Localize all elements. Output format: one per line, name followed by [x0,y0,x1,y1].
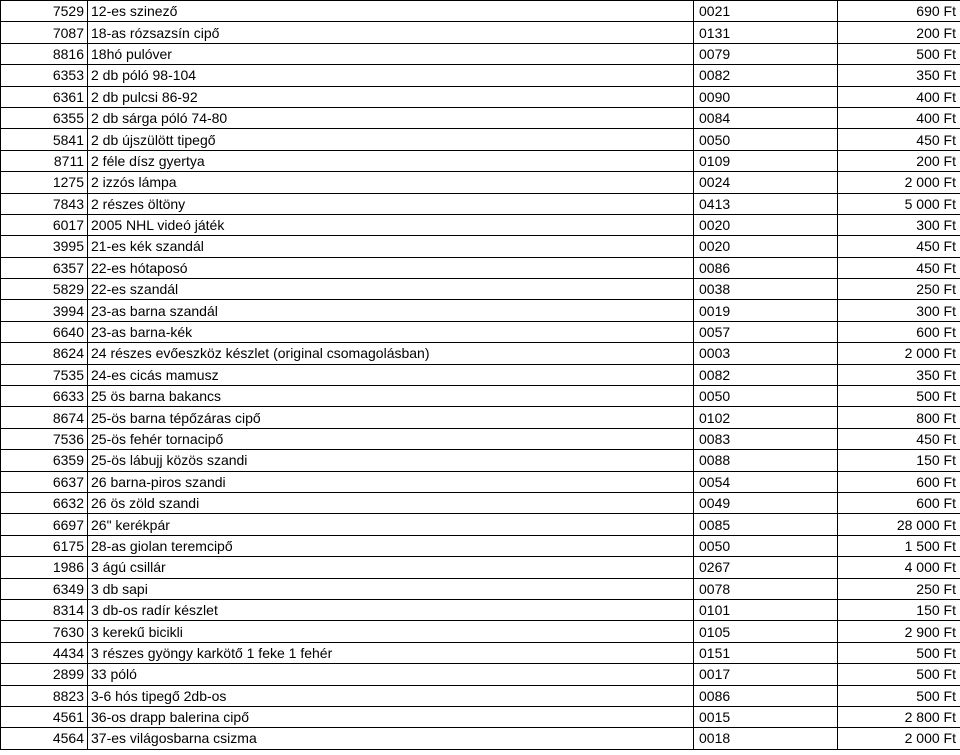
table-row [1,1,960,22]
item-id-cell: 6355 [1,107,88,128]
item-name-cell: 2 db pulcsi 86-92 [88,86,694,107]
item-id-cell: 6633 [1,386,88,407]
item-code-cell: 0020 [694,214,838,235]
item-code-cell: 0079 [694,43,838,64]
item-id-cell: 8314 [1,599,88,620]
item-id-cell: 2899 [1,664,88,685]
item-code-cell: 0050 [694,129,838,150]
table-row [1,407,960,428]
item-price-cell: 2 000 Ft [838,728,960,749]
item-id-cell: 7087 [1,22,88,43]
item-id-cell: 4434 [1,642,88,663]
item-price-cell: 2 800 Ft [838,706,960,727]
item-code-cell: 0020 [694,236,838,257]
item-name-cell: 2 részes öltöny [88,193,694,214]
item-code-cell: 0086 [694,685,838,706]
table-row [1,386,960,407]
item-price-cell: 800 Ft [838,407,960,428]
table-row [1,642,960,663]
item-name-cell: 22-es szandál [88,279,694,300]
table-row [1,300,960,321]
table-row [1,279,960,300]
table-row [1,107,960,128]
table-row [1,343,960,364]
item-price-cell: 28 000 Ft [838,514,960,535]
item-name-cell: 3 db-os radír készlet [88,599,694,620]
item-code-cell: 0084 [694,107,838,128]
item-name-cell: 21-es kék szandál [88,236,694,257]
price-list-body [1,1,960,750]
item-id-cell: 8711 [1,150,88,171]
item-price-cell: 150 Ft [838,450,960,471]
item-code-cell: 0102 [694,407,838,428]
item-price-cell: 1 500 Ft [838,535,960,556]
item-id-cell: 3994 [1,300,88,321]
item-name-cell: 12-es szinező [88,1,694,22]
item-code-cell: 0131 [694,22,838,43]
table-row [1,664,960,685]
item-code-cell: 0085 [694,514,838,535]
item-id-cell: 6357 [1,257,88,278]
item-code-cell: 0057 [694,321,838,342]
item-price-cell: 500 Ft [838,43,960,64]
item-code-cell: 0078 [694,578,838,599]
table-row [1,150,960,171]
item-name-cell: 22-es hótaposó [88,257,694,278]
item-price-cell: 250 Ft [838,279,960,300]
item-price-cell: 500 Ft [838,685,960,706]
table-row [1,557,960,578]
item-id-cell: 8674 [1,407,88,428]
item-price-cell: 2 000 Ft [838,172,960,193]
item-code-cell: 0105 [694,621,838,642]
table-row [1,129,960,150]
item-price-cell: 350 Ft [838,65,960,86]
table-row [1,193,960,214]
item-price-cell: 450 Ft [838,257,960,278]
table-row [1,172,960,193]
item-id-cell: 6017 [1,214,88,235]
item-name-cell: 2 izzós lámpa [88,172,694,193]
table-row [1,257,960,278]
table-row [1,728,960,749]
table-row [1,428,960,449]
item-name-cell: 25 ös barna bakancs [88,386,694,407]
item-price-cell: 250 Ft [838,578,960,599]
item-name-cell: 25-ös lábujj közös szandi [88,450,694,471]
item-code-cell: 0015 [694,706,838,727]
item-name-cell: 2005 NHL videó játék [88,214,694,235]
item-code-cell: 0082 [694,364,838,385]
item-name-cell: 24 részes evőeszköz készlet (original csomagolásban) [88,343,694,364]
item-price-cell: 400 Ft [838,86,960,107]
item-name-cell: 3 ágú csillár [88,557,694,578]
item-name-cell: 3 db sapi [88,578,694,599]
item-name-cell: 23-as barna-kék [88,321,694,342]
table-row [1,86,960,107]
item-price-cell: 2 900 Ft [838,621,960,642]
item-id-cell: 3995 [1,236,88,257]
item-code-cell: 0086 [694,257,838,278]
table-row [1,706,960,727]
item-price-cell: 450 Ft [838,129,960,150]
item-name-cell: 18hó pulóver [88,43,694,64]
table-row [1,450,960,471]
item-id-cell: 6349 [1,578,88,599]
item-name-cell: 24-es cicás mamusz [88,364,694,385]
item-id-cell: 6697 [1,514,88,535]
item-name-cell: 3 kerekű bicikli [88,621,694,642]
item-name-cell: 18-as rózsazsín cipő [88,22,694,43]
item-price-cell: 350 Ft [838,364,960,385]
item-code-cell: 0038 [694,279,838,300]
item-id-cell: 6359 [1,450,88,471]
item-price-cell: 600 Ft [838,321,960,342]
item-id-cell: 1986 [1,557,88,578]
item-id-cell: 5829 [1,279,88,300]
item-price-cell: 300 Ft [838,300,960,321]
item-price-cell: 300 Ft [838,214,960,235]
table-row [1,535,960,556]
item-price-cell: 690 Ft [838,1,960,22]
item-name-cell: 36-os drapp balerina cipő [88,706,694,727]
item-id-cell: 6361 [1,86,88,107]
item-id-cell: 7843 [1,193,88,214]
table-row [1,321,960,342]
item-code-cell: 0083 [694,428,838,449]
item-price-cell: 600 Ft [838,471,960,492]
item-id-cell: 4561 [1,706,88,727]
item-code-cell: 0018 [694,728,838,749]
item-price-cell: 200 Ft [838,150,960,171]
table-row [1,22,960,43]
item-code-cell: 0082 [694,65,838,86]
item-code-cell: 0413 [694,193,838,214]
item-id-cell: 8823 [1,685,88,706]
item-id-cell: 6637 [1,471,88,492]
table-row [1,471,960,492]
item-id-cell: 7535 [1,364,88,385]
item-price-cell: 5 000 Ft [838,193,960,214]
item-name-cell: 33 póló [88,664,694,685]
item-id-cell: 8624 [1,343,88,364]
item-code-cell: 0003 [694,343,838,364]
item-price-cell: 600 Ft [838,492,960,513]
item-code-cell: 0088 [694,450,838,471]
item-name-cell: 3-6 hós tipegő 2db-os [88,685,694,706]
item-name-cell: 28-as giolan teremcipő [88,535,694,556]
item-code-cell: 0050 [694,535,838,556]
item-code-cell: 0109 [694,150,838,171]
table-row [1,599,960,620]
item-name-cell: 26 ös zöld szandi [88,492,694,513]
item-code-cell: 0090 [694,86,838,107]
item-id-cell: 4564 [1,728,88,749]
table-row [1,492,960,513]
item-name-cell: 3 részes gyöngy karkötő 1 feke 1 fehér [88,642,694,663]
item-id-cell: 7630 [1,621,88,642]
item-name-cell: 25-ös barna tépőzáras cipő [88,407,694,428]
item-price-cell: 500 Ft [838,664,960,685]
item-price-cell: 150 Ft [838,599,960,620]
item-name-cell: 2 féle dísz gyertya [88,150,694,171]
item-name-cell: 2 db póló 98-104 [88,65,694,86]
item-code-cell: 0021 [694,1,838,22]
table-row [1,578,960,599]
item-id-cell: 5841 [1,129,88,150]
item-id-cell: 1275 [1,172,88,193]
item-name-cell: 2 db újszülött tipegő [88,129,694,150]
item-price-cell: 4 000 Ft [838,557,960,578]
item-code-cell: 0019 [694,300,838,321]
item-id-cell: 6632 [1,492,88,513]
item-name-cell: 2 db sárga póló 74-80 [88,107,694,128]
item-price-cell: 450 Ft [838,236,960,257]
table-row [1,214,960,235]
item-price-cell: 200 Ft [838,22,960,43]
table-row [1,65,960,86]
item-code-cell: 0267 [694,557,838,578]
item-name-cell: 26 barna-piros szandi [88,471,694,492]
table-row [1,514,960,535]
item-id-cell: 6640 [1,321,88,342]
item-id-cell: 8816 [1,43,88,64]
item-code-cell: 0151 [694,642,838,663]
item-name-cell: 23-as barna szandál [88,300,694,321]
item-code-cell: 0101 [694,599,838,620]
item-price-cell: 400 Ft [838,107,960,128]
table-row [1,364,960,385]
table-row [1,621,960,642]
item-price-cell: 2 000 Ft [838,343,960,364]
table-row [1,43,960,64]
item-price-cell: 500 Ft [838,642,960,663]
item-code-cell: 0017 [694,664,838,685]
item-id-cell: 7529 [1,1,88,22]
item-name-cell: 26" kerékpár [88,514,694,535]
item-code-cell: 0054 [694,471,838,492]
table-row [1,685,960,706]
item-id-cell: 6175 [1,535,88,556]
item-name-cell: 37-es világosbarna csizma [88,728,694,749]
item-code-cell: 0049 [694,492,838,513]
item-id-cell: 6353 [1,65,88,86]
item-code-cell: 0024 [694,172,838,193]
item-price-cell: 450 Ft [838,428,960,449]
item-code-cell: 0050 [694,386,838,407]
item-name-cell: 25-ös fehér tornacipő [88,428,694,449]
item-id-cell: 7536 [1,428,88,449]
item-price-cell: 500 Ft [838,386,960,407]
table-row [1,236,960,257]
